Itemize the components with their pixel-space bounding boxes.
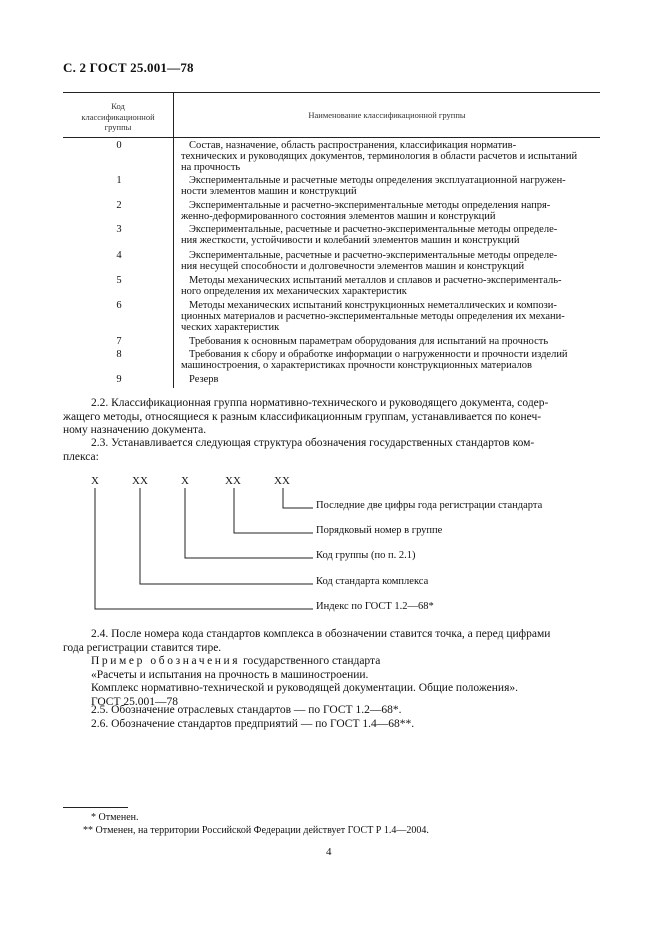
row-text: Методы механических испытаний металлов и сплавов и расчетно-эксперименталь- ного определения их механических характеристик	[181, 275, 562, 298]
footnote-rule	[63, 807, 128, 808]
symbol-group-code: Х	[181, 475, 189, 487]
row-code: 4	[116, 250, 122, 261]
symbol-sequence-number: ХХ	[225, 475, 241, 487]
row-code: 2	[116, 200, 122, 211]
page-header: С. 2 ГОСТ 25.001—78	[63, 60, 194, 75]
row-text: Экспериментальные и расчетно-экспериментальные методы определения напря- женно-деформированного состояния элементов машин и конструкций	[181, 200, 551, 223]
row-text: Требования к сбору и обработке информации о нагруженности и прочности изделий машиностроения, о характеристиках прочности конструкционных материалов	[181, 349, 568, 372]
row-code: 0	[116, 140, 122, 151]
label-index: Индекс по ГОСТ 1.2—68*	[316, 601, 434, 612]
leader-line-year	[283, 488, 313, 508]
row-code: 1	[116, 175, 122, 186]
row-text: Требования к основным параметрам оборудования для испытаний на прочность	[189, 336, 549, 347]
paragraph-2-4: 2.4. После номера кода стандартов комплекса в обозначении ставится точка, а перед цифрами года регистрации ставится тире.	[63, 628, 551, 654]
footnote-2: ** Отменен, на территории Российской Федерации действует ГОСТ Р 1.4—2004.	[83, 825, 429, 836]
label-sequence: Порядковый номер в группе	[316, 525, 443, 536]
example-block: Пример обозначения государственного стандарта «Расчеты и испытания на прочность в машиностроении. Комплекс нормативно-технической и руководящей документации. Общие положения». ГОСТ 25.001—78	[91, 655, 600, 709]
row-text: Методы механических испытаний конструкционных неметаллических и компози- ционных материалов и расчетно-экспериментальные методы определения их механи- ческих характеристик	[181, 300, 565, 334]
row-text: Резерв	[189, 374, 219, 385]
row-text: Экспериментальные и расчетные методы определения эксплуатационной нагружен- ности элементов машин и конструкций	[181, 175, 566, 198]
leader-line-complex	[140, 488, 313, 584]
label-complex: Код стандарта комплекса	[316, 576, 429, 587]
paragraph-2-6: 2.6. Обозначение стандартов предприятий — по ГОСТ 1.4—68**.	[91, 718, 415, 730]
row-code: 8	[116, 349, 122, 360]
row-code: 6	[116, 300, 122, 311]
example-heading: Пример обозначения государственного стандарта	[91, 655, 381, 667]
row-code: 3	[116, 224, 122, 235]
label-group: Код группы (по п. 2.1)	[316, 550, 416, 561]
row-code: 5	[116, 275, 122, 286]
column-header-code: Код классификационной группы	[81, 101, 155, 132]
paragraph-2-3: 2.3. Устанавливается следующая структура обозначения государственных стандартов ком- плекса:	[63, 437, 535, 463]
label-year: Последние две цифры года регистрации стандарта	[316, 500, 543, 511]
leader-line-index	[95, 488, 313, 609]
footnote-1: * Отменен.	[91, 812, 139, 823]
page-number: 4	[326, 846, 332, 858]
leader-line-group	[185, 488, 313, 558]
symbol-complex-code: ХХ	[132, 475, 148, 487]
row-code: 7	[116, 336, 122, 347]
column-header-name: Наименование классификационной группы	[308, 110, 466, 120]
row-text: Экспериментальные, расчетные и расчетно-экспериментальные методы определе- ния несущей способности и долговечности элементов машин и конструкций	[181, 250, 558, 273]
symbol-index: Х	[91, 475, 99, 487]
leader-line-sequence	[234, 488, 313, 533]
paragraph-2-5: 2.5. Обозначение отраслевых стандартов — по ГОСТ 1.2—68*.	[91, 704, 402, 716]
paragraph-2-2: 2.2. Классификационная группа нормативно-технического и руководящего документа, содер- жащего методы, относящиеся к разным классификационным группам, устанавливается по конеч- ному назначению документа.	[63, 397, 549, 436]
row-code: 9	[116, 374, 122, 385]
row-text: Состав, назначение, область распространения, классификация норматив- технических и руководящих документов, терминология в области расчетов и испытаний на прочность	[181, 140, 578, 174]
symbol-year: ХХ	[274, 475, 290, 487]
row-text: Экспериментальные, расчетные и расчетно-экспериментальные методы определе- ния жесткости, устойчивости и колебаний элементов машин и конструкций	[181, 224, 558, 247]
